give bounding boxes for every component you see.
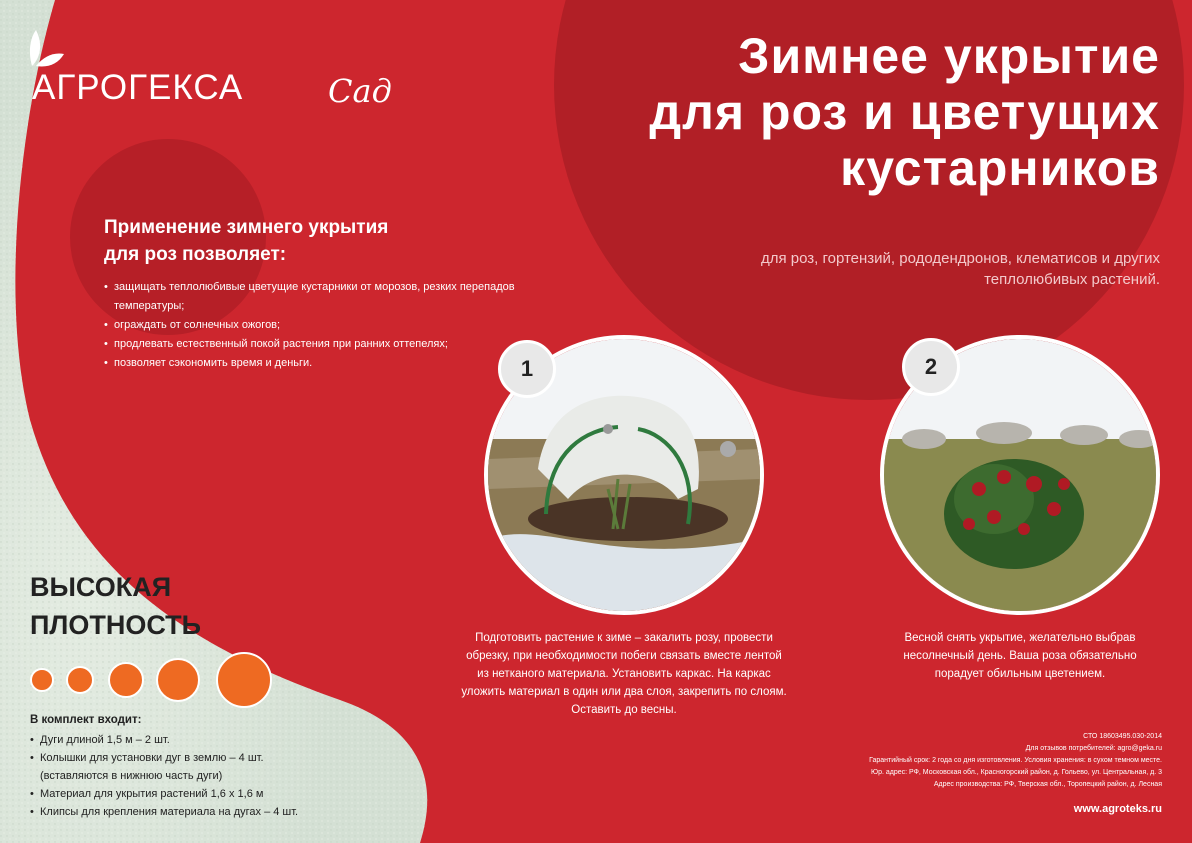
legal-line: Юр. адрес: РФ, Московская обл., Красногорский район, д. Гольево, ул. Центральная, д. 3 <box>871 769 1162 776</box>
density-dot-1 <box>30 668 54 692</box>
legal-line: Адрес производства: РФ, Тверская обл., Торопецкий район, д. Лесная <box>933 781 1162 788</box>
caption-line: из нетканого материала. Установить каркас. На каркас <box>477 668 771 680</box>
caption-line: Подготовить растение к зиме – закалить розу, провести <box>475 632 773 644</box>
subtitle-line-1: для роз, гортензий, рододендронов, клематисов и других <box>760 250 1160 267</box>
step-1-number: 1 <box>498 340 556 398</box>
benefits-heading-line-2: для роз позволяет: <box>104 244 287 265</box>
step-2-number: 2 <box>902 338 960 396</box>
title-line-1: Зимнее укрытие <box>738 28 1160 84</box>
density-dot-5 <box>216 652 272 708</box>
density-label <box>30 568 201 644</box>
legal-info <box>869 731 1162 791</box>
list-item: • Колышки для установки дуг в землю – 4 шт. <box>30 749 298 767</box>
caption-line: Весной снять укрытие, желательно выбрав <box>904 632 1136 644</box>
step-1-caption <box>454 629 794 719</box>
list-item: • позволяет сэкономить время и деньги. <box>104 354 574 373</box>
density-dot-3 <box>108 662 144 698</box>
caption-line: обрезку, при необходимости побеги связать вместе лентой <box>466 650 782 662</box>
legal-line: СТО 18603495.030-2014 <box>1083 733 1162 740</box>
legal-line: Гарантийный срок: 2 года со дня изготовления. Условия хранения: в сухом темном месте. <box>869 757 1162 764</box>
title-line-2: для роз и цветущих <box>649 84 1160 140</box>
kit-list <box>30 731 298 821</box>
list-item: • защищать теплолюбивые цветущие кустарники от морозов, резких перепадов температуры; <box>104 278 574 316</box>
list-item: • Клипсы для крепления материала на дугах – 4 шт. <box>30 803 298 821</box>
list-item: • продлевать естественный покой растения при ранних оттепелях; <box>104 335 574 354</box>
step-2-caption <box>870 629 1170 683</box>
benefits-heading-line-1: Применение зимнего укрытия <box>104 217 389 238</box>
list-item: • Дуги длиной 1,5 м – 2 шт. <box>30 731 298 749</box>
benefits-heading <box>104 214 388 268</box>
list-item: • ограждать от солнечных ожогов; <box>104 316 574 335</box>
kit-heading: В комплект входит: <box>30 714 142 726</box>
list-item: (вставляются в нижнюю часть дуги) <box>40 770 223 782</box>
page-title <box>649 28 1160 196</box>
density-line-1: ВЫСОКАЯ <box>30 572 172 602</box>
density-dot-4 <box>156 658 200 702</box>
page-subtitle <box>640 248 1160 290</box>
brand-name: АГРОГЕКСА <box>32 68 244 107</box>
subtitle-line-2: теплолюбивых растений. <box>984 271 1160 288</box>
caption-line: несолнечный день. Ваша роза обязательно <box>903 650 1137 662</box>
website-link[interactable]: www.agroteks.ru <box>1073 803 1162 815</box>
caption-line: уложить материал в один или два слоя, закрепить по слоям. <box>461 686 787 698</box>
caption-line: Оставить до весны. <box>571 704 677 716</box>
density-dot-2 <box>66 666 94 694</box>
list-item: • Материал для укрытия растений 1,6 х 1,6 м <box>30 785 298 803</box>
caption-line: порадует обильным цветением. <box>934 668 1106 680</box>
legal-line: Для отзывов потребителей: agro@geka.ru <box>1025 745 1162 752</box>
brand-subname: Сад <box>328 72 392 110</box>
density-line-2: ПЛОТНОСТЬ <box>30 610 202 640</box>
title-line-3: кустарников <box>840 140 1160 196</box>
leaf-icon <box>26 28 66 70</box>
